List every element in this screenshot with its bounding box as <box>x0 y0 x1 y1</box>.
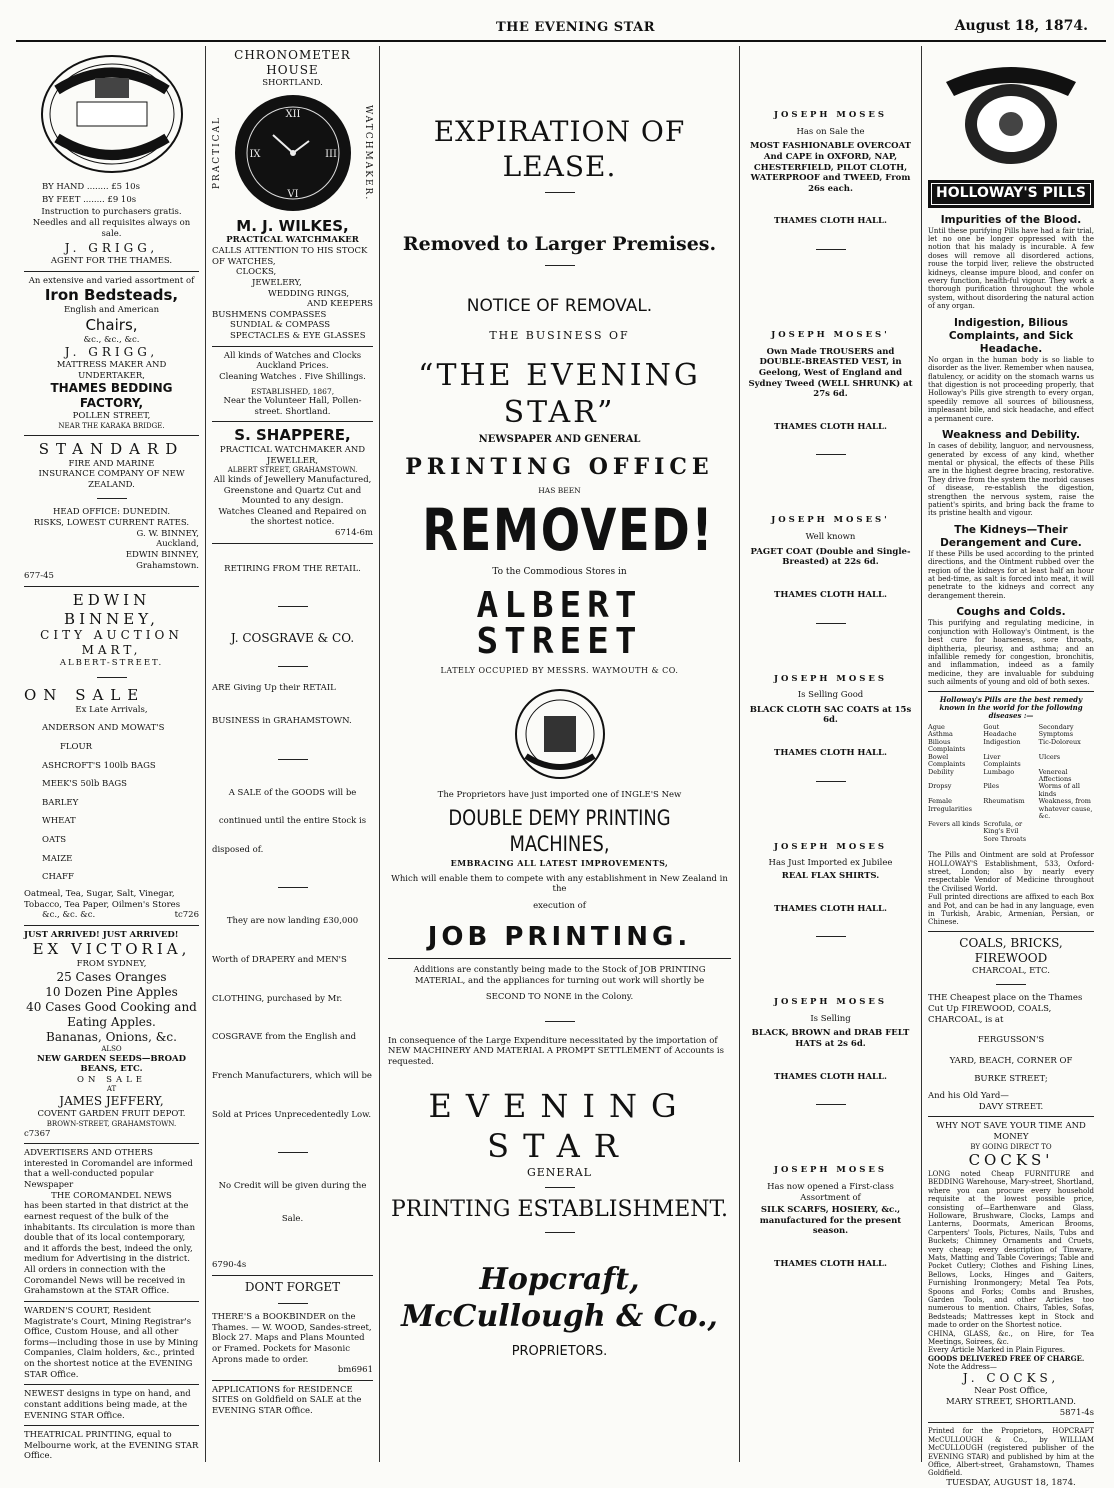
sundial: SUNDIAL & COMPASS <box>230 320 331 331</box>
good-6: OATS <box>42 835 67 845</box>
calls-attention: CALLS ATTENTION TO HIS STOCK OF WATCHES, <box>212 246 368 267</box>
cleaning-watches: Cleaning Watches . Five Shillings. <box>219 371 366 382</box>
ex-late-arrivals: Ex Late Arrivals, <box>75 704 148 715</box>
price-hand: BY HAND ........ £5 10s <box>42 182 140 192</box>
dont-forget: DONT FORGET <box>244 1280 341 1294</box>
etc-line: &c., &c., &c. <box>83 334 140 345</box>
j-cocks: J. COCKS, <box>962 1371 1060 1386</box>
albert-street-title: ALBERT STREET <box>476 585 643 663</box>
applications-text: APPLICATIONS for RESIDENCE SITES on Goldfield on SALE at the EVENING STAR Office. <box>212 1384 362 1416</box>
agent-text: AGENT FOR THE THAMES. <box>50 256 173 267</box>
full-directions: Full printed directions are affixed to each Box and Pot, and can be had in any language, even in Turkish, Arabic, Armenian, Persian, or Chinese. <box>928 893 1094 927</box>
diseases-table <box>928 724 1094 844</box>
head-office: HEAD OFFICE: DUNEDIN. <box>52 507 171 518</box>
svg-text:III: III <box>324 148 337 160</box>
undertaker: UNDERTAKER, <box>78 370 145 381</box>
disease-item: Venereal Affections <box>1038 767 1072 783</box>
from-sydney: FROM SYDNEY, <box>76 959 147 970</box>
column-1 <box>18 46 206 1462</box>
grigg-name-2: J. GRIGG, <box>64 345 159 360</box>
repaired-text: Watches Cleaned and Repaired on the shortest notice. <box>218 506 367 528</box>
disease-item: Piles <box>983 782 1000 791</box>
chronometer-house: CHRONOMETER HOUSE <box>234 48 351 77</box>
standard-title: STANDARD <box>38 439 185 458</box>
ref-5: 6790-4s <box>212 1260 247 1271</box>
good-4: BARLEY <box>42 797 79 808</box>
no-credit: No Credit will be given during the <box>218 1181 367 1192</box>
shappere-street: ALBERT STREET, GRAHAMSTOWN. <box>227 466 358 475</box>
business-grahamstown: BUSINESS in GRAHAMSTOWN. <box>212 715 352 726</box>
masthead-title: THE EVENING STAR <box>496 20 656 35</box>
oatmeal-line: Oatmeal, Tea, Sugar, Salt, Vinegar, Tobacco, Tea Paper, Oilmen's Stores <box>24 888 181 910</box>
column-2 <box>206 46 380 1462</box>
fire-marine: FIRE AND MARINE <box>68 458 155 469</box>
english-american: English and American <box>63 305 160 316</box>
charcoal-etc: CHARCOAL, ETC. <box>972 965 1050 976</box>
disease-item: Gout <box>983 722 1000 731</box>
removed-title: REMOVED! <box>422 496 715 565</box>
has-been: HAS BEEN <box>538 485 581 495</box>
stock-keepers: AND KEEPERS <box>307 299 373 310</box>
disease-item: Worms of all kinds <box>1038 782 1080 798</box>
on-sale-title: ON SALE <box>24 685 146 704</box>
yard-beach: YARD, BEACH, CORNER OF <box>949 1055 1073 1066</box>
disease-item: Fevers all kinds <box>928 819 980 828</box>
near-volunteer: Near the Volunteer Hall, Pollen-street. Shortland. <box>223 395 362 417</box>
going-direct: BY GOING DIRECT TO <box>970 1142 1052 1151</box>
binney-edwin: EDWIN BINNEY, <box>125 549 199 560</box>
good-7: MAIZE <box>42 853 73 864</box>
shortland: SHORTLAND. <box>262 78 323 88</box>
theatrical-text: THEATRICAL PRINTING, equal to Melbourne work, at the EVENING STAR Office. <box>24 1430 199 1462</box>
sold-low: Sold at Prices Unprecedentedly Low. <box>212 1109 372 1120</box>
disease-item: Indigestion <box>983 737 1021 746</box>
printed-for: Printed for the Proprietors, HOPCRAFT McCULLOUGH & Co., by WILLIAM McCULLOUGH (registered publisher of the EVENING STAR) and published by him at the Office, Albert-street, Grahamstown, Thames Goldfield. <box>928 1427 1094 1478</box>
lately-occupied: LATELY OCCUPIED BY MESSRS. WAYMOUTH & CO. <box>440 666 679 676</box>
jewellery-text: All kinds of Jewellery Manufactured, Greenstone and Quartz Cut and Mounted to any design. <box>213 474 372 507</box>
davy-street: DAVY STREET. <box>978 1101 1044 1112</box>
good-0: ANDERSON AND MOWAT'S <box>42 723 165 734</box>
orders-text: All orders in connection with the Coromandel News will be received in Grahamstown at the STAR Office. <box>24 1265 186 1297</box>
h-weakness: Weakness and Debility. <box>942 429 1080 442</box>
price-feet: BY FEET ........ £9 10s <box>42 194 137 205</box>
business-of: THE BUSINESS OF <box>489 329 630 342</box>
p-indigestion: No organ in the human body is so liable to disorder as the liver. Remember when nausea, flatulency, or acidity on the stomach warns us that digestion is not proceeding properly, that Holloway's Pills give strength to every organ, speedily remove all sources of biliousness, impleasant bile, and sick headache, and effect a permanent cure. <box>928 355 1094 423</box>
consequence-text: In consequence of the Large Expenditure necessitated by the importation of NEW MACHINERY AND MATERIAL A PROMPT SETTLEMENT of Accounts is requested. <box>388 1035 724 1067</box>
removed-larger-premises: Removed to Larger Premises. <box>402 233 717 255</box>
grahamstown: Grahamstown. <box>136 560 199 571</box>
disease-item: Liver Complaints <box>983 752 1021 769</box>
cheapest-place: THE Cheapest place on the Thames Cut Up FIREWOOD, COALS, CHARCOAL, is at <box>928 993 1083 1025</box>
moses-ad-4: JOSEPH MOSES Is Selling Good BLACK CLOTH SAC COATS at 15s 6d. THAMES CLOTH HALL. <box>749 673 912 758</box>
grigg-name: J. GRIGG, <box>64 241 159 256</box>
printing-establishment: PRINTING ESTABLISHMENT. <box>391 1197 728 1223</box>
near-bridge: NEAR THE KARAKA BRIDGE. <box>58 422 165 430</box>
newspaper-general: NEWSPAPER AND GENERAL <box>478 433 641 445</box>
ref-7: 5871-4s <box>1059 1407 1094 1418</box>
hopcraft-mccullough: Hopcraft, McCullough & Co., <box>401 1261 718 1335</box>
h-impurities: Impurities of the Blood. <box>940 213 1082 226</box>
zealand: ZEALAND. <box>88 479 135 490</box>
brown-street: BROWN-STREET, GRAHAMSTOWN. <box>46 1119 177 1128</box>
additions-text: Additions are constantly being made to the Stock of JOB PRINTING MATERIAL, and the appliances for turning out work will shortly be <box>413 964 706 986</box>
edwin-binney: EDWIN BINNEY, <box>64 590 159 628</box>
general: GENERAL <box>526 1165 592 1179</box>
good-1: FLOUR <box>60 741 93 752</box>
good-8: CHAFF <box>42 872 74 883</box>
disposed: disposed of. <box>212 844 264 855</box>
risks: RISKS, LOWEST CURRENT RATES. <box>33 518 190 528</box>
double-demy: DOUBLE DEMY PRINTING MACHINES, <box>448 806 671 857</box>
watchmaker-vertical: WATCHMAKER. <box>363 104 373 201</box>
ref-number: 677-45 <box>24 571 54 582</box>
french-manufacturers: French Manufacturers, which will be <box>212 1070 372 1081</box>
shappere-name: S. SHAPPERE, <box>234 426 351 445</box>
disease-item: Bilious Complaints <box>928 737 966 754</box>
newest-text: NEWEST designs in type on hand, and constant additions being made, at the EVENING STAR Office. <box>24 1389 191 1421</box>
embracing: EMBRACING ALL LATEST IMPROVEMENTS, <box>450 857 669 868</box>
binney-gw: G. W. BINNEY, <box>136 528 199 539</box>
execution-of: execution of <box>533 900 586 911</box>
svg-text:XII: XII <box>284 108 301 120</box>
fergussons: FERGUSSON'S <box>977 1035 1045 1046</box>
mary-street: MARY STREET, SHORTLAND. <box>946 1397 1076 1408</box>
established: ESTABLISHED, 1867, <box>250 386 335 396</box>
on-sale-2: ON SALE <box>77 1074 146 1085</box>
disease-item <box>1039 836 1094 843</box>
auckland: Auckland, <box>156 539 199 550</box>
holloway-crest-icon <box>936 52 1086 172</box>
garden-seeds: NEW GARDEN SEEDS—BROAD BEANS, ETC. <box>37 1053 186 1075</box>
expiration-of-lease: EXPIRATION OF LEASE. <box>433 115 686 183</box>
clothing: CLOTHING, purchased by Mr. <box>212 993 343 1004</box>
oranges: 25 Cases Oranges <box>56 969 167 984</box>
all-kinds-watches: All kinds of Watches and Clocks Auckland Prices. <box>223 350 362 372</box>
coromandel-text: has been started in that district at the earnest request of the bulk of the inhabitants. Its circulation is more than double that of its local contemporary, and it affords the best, indeed the only, medium for Advertising in the district. <box>24 1201 196 1265</box>
covent-garden: COVENT GARDEN FRUIT DEPOT. <box>37 1109 186 1120</box>
every-article: Every Article Marked in Plain Figures. <box>928 1346 1065 1355</box>
stock-clocks: CLOCKS, <box>236 267 277 278</box>
job-printing: JOB PRINTING. <box>427 922 692 953</box>
notice-of-removal: NOTICE OF REMOVAL. <box>466 295 653 316</box>
p-weakness: In cases of debility, languor, and nervousness, generated by excess of any kind, whether mental or physical, the effects of these Pills are in the highest degree bracing, restorative. They drive from the system the morbid causes of disease, re-establish the digestion, strengthen the nervous system, raise the patient's spirits, and bring back the frame to its pristine health and vigour. <box>928 442 1094 518</box>
p-impurities: Until these purifying Pills have had a fair trial, let no one be longer oppressed with the notion that his malady is incurable. A few doses will remove all disordered actions, rouse the torpid liver, relieve the obstructed kidneys, cleanse impure blood, and confer on every function, health-ful vigour. They work a thorough purification throughout the whole system, without disordering the natural action of any organ. <box>928 226 1094 311</box>
disease-item: Secondary <box>1038 722 1074 731</box>
disease-item: Ague <box>928 722 945 731</box>
landing: They are now landing £30,000 <box>226 916 359 927</box>
evening-star-seal-icon <box>512 686 608 782</box>
continued: continued until the entire Stock is <box>218 816 367 827</box>
evening-star-title: “THE EVENING STAR” <box>418 357 701 431</box>
column-3 <box>380 46 740 1462</box>
h-coughs: Coughs and Colds. <box>956 606 1066 619</box>
disease-item: Asthma <box>928 730 953 739</box>
instruction-text: Instruction to purchasers gratis. Needles and all requisites always on sale. <box>32 207 191 239</box>
column-5 <box>922 46 1100 1488</box>
h-kidneys: The Kidneys—Their Derangement and Cure. <box>940 523 1082 549</box>
moses-ad-3: JOSEPH MOSES' Well known PAGET COAT (Double and Single-Breasted) at 22s 6d. THAMES CLOTH HALL. <box>750 515 911 600</box>
warden-text: WARDEN'S COURT, Resident Magistrate's Court, Mining Registrar's Office, Custom House, and all other forms—including those in use by Mining Companies, Claim holders, &c., printed on the shortest notice at the EVENING STAR Office. <box>24 1305 199 1380</box>
moses-ad-6: JOSEPH MOSES Is Selling BLACK, BROWN and DRAB FELT HATS at 2s 6d. THAMES CLOTH HALL. <box>751 997 910 1082</box>
column-4 <box>740 46 922 1462</box>
advertisers-text: ADVERTISERS AND OTHERS interested in Coromandel are informed that a well-conducted popular Newspaper <box>24 1148 193 1190</box>
which-enable: Which will enable them to compete with any establishment in New Zealand in the <box>391 873 728 895</box>
coals-title: COALS, BRICKS, FIREWOOD <box>959 935 1063 965</box>
evening-star-big: EVENING STAR <box>428 1086 691 1165</box>
sale-goods: A SALE of the GOODS will be <box>228 787 357 798</box>
insurance-co: INSURANCE COMPANY OF NEW <box>38 469 185 480</box>
old-yard: And his Old Yard— <box>928 1091 1009 1102</box>
proprietors: PROPRIETORS. <box>511 1343 608 1359</box>
moses-ad-7: JOSEPH MOSES Has now opened a First-class Assortment of SILK SCARFS, HOSIERY, &c., manufactured for the present season. THAMES CLOTH HALL. <box>759 1165 902 1269</box>
moses-ad-1: JOSEPH MOSES Has on Sale the MOST FASHIONABLE OVERCOAT And CAPE in OXFORD, NAP, CHESTERFIELD, PILOT CLOTH, WATERPROOF and TWEED, From 26s each. THAMES CLOTH HALL. <box>750 110 911 227</box>
cosgrave-name: J. COSGRAVE & CO. <box>230 631 355 646</box>
china-glass: CHINA, GLASS, &c., on Hire, for Tea Meetings, Soirees, &c. <box>928 1329 1094 1346</box>
just-arrived: JUST ARRIVED! JUST ARRIVED! <box>24 929 179 940</box>
sewing-machine-emblem <box>24 48 199 180</box>
disease-item: Scrofula, or King's Evil <box>983 819 1023 836</box>
h-indigestion: Indigestion, Bilious Complaints, and Sick Headache. <box>948 316 1074 355</box>
remedy-text: Holloway's Pills are the best remedy known in the world for the following diseases :— <box>939 694 1083 721</box>
proprietors-imported: The Proprietors have just imported one of INGLE'S New <box>437 790 682 801</box>
stock-jewelery: JEWELERY, <box>252 277 302 288</box>
bushmens-compasses: BUSHMENS COMPASSES <box>212 309 327 320</box>
note-address: Note the Address— <box>928 1363 997 1372</box>
disease-item <box>1039 821 1094 836</box>
sold-text: The Pills and Ointment are sold at Professor HOLLOWAY'S Establishment, 533, Oxford-street, London; also by nearly every respectable Vendor of Medicine throughout the Civilised World. <box>928 851 1094 893</box>
giving-up: ARE Giving Up their RETAIL <box>212 683 336 694</box>
practical-vertical: PRACTICAL <box>212 116 222 190</box>
disease-item: Debility <box>928 767 954 776</box>
disease-item: Female Irregularities <box>928 797 972 813</box>
wilkes-name: M. J. WILKES, <box>236 216 349 235</box>
moses-ad-5: JOSEPH MOSES Has Just Imported ex Jubilee REAL FLAX SHIRTS. THAMES CLOTH HALL. <box>768 841 893 914</box>
at: AT <box>106 1085 117 1094</box>
masthead-date: August 18, 1874. <box>954 18 1088 34</box>
thames-bedding-factory: THAMES BEDDING FACTORY, <box>50 381 173 411</box>
worth-drapery: Worth of DRAPERY and MEN'S <box>212 955 347 965</box>
svg-text:IX: IX <box>248 148 261 160</box>
practical-watchmaker: PRACTICAL WATCHMAKER <box>226 235 359 246</box>
sale-word: Sale. <box>281 1213 304 1224</box>
pine-apples: 10 Dozen Pine Apples <box>45 984 178 999</box>
burke-street: BURKE STREET; <box>974 1074 1048 1085</box>
mattress-maker: MATTRESS MAKER AND <box>56 360 167 371</box>
p-kidneys: If these Pills be used according to the printed directions, and the Ointment rubbed over the region of the kidneys for at least half an hour at bed-time, as salt is forced into meat, it will penetrate to the kidneys and correct any derangement therein. <box>928 549 1094 600</box>
albert-street: ALBERT-STREET. <box>59 658 164 669</box>
cosgrave-english: COSGRAVE from the English and <box>212 1032 357 1043</box>
bookbinder-text: THERE'S a BOOKBINDER on the Thames. — W. WOOD, Sandes-street, Block 27. Maps and Plans Mounted or Framed. Pockets for Masonic Aprons made to order. <box>212 1312 372 1365</box>
disease-item: Bowel Complaints <box>928 752 966 769</box>
masthead <box>16 16 1106 42</box>
disease-item: Lumbago <box>983 767 1015 776</box>
spectacles: SPECTACLES & EYE GLASSES <box>230 331 366 341</box>
city-auction-mart: CITY AUCTION MART, <box>40 628 183 658</box>
disease-item: Sore Throats <box>983 834 1027 843</box>
moses-ad-2: JOSEPH MOSES' Own Made TROUSERS and DOUBLE-BREASTED VEST, in Geelong, West of England and Sydney Tweed (WELL SHRUNK) at 27s 6d. THAMES CLOTH HALL. <box>748 330 913 432</box>
etc-2: &c., &c. &c. <box>42 910 96 921</box>
svg-text:VI: VI <box>286 188 299 200</box>
disease-item <box>928 836 983 843</box>
shappere-pw: PRACTICAL WATCHMAKER AND JEWELLER, <box>219 444 366 466</box>
cooking-apples: 40 Cases Good Cooking and Eating Apples. <box>26 999 197 1029</box>
iron-bedsteads: Iron Bedsteads, <box>44 286 179 305</box>
clock-icon <box>233 93 353 213</box>
to-the-stores: To the Commodious Stores in <box>492 567 627 578</box>
near-post-office: Near Post Office, <box>974 1386 1048 1397</box>
ref-2: tc726 <box>174 910 199 921</box>
good-3: MEEK'S 50lb BAGS <box>42 779 127 790</box>
tuesday-date: TUESDAY, AUGUST 18, 1874. <box>946 1477 1076 1488</box>
cocks-title: COCKS' <box>968 1151 1054 1170</box>
disease-item: Tic-Doloreux <box>1038 737 1081 746</box>
second-to-none: SECOND TO NONE in the Colony. <box>485 992 634 1003</box>
disease-item: Dropsy <box>928 782 952 791</box>
james-jeffery: JAMES JEFFERY, <box>59 1094 164 1109</box>
p-coughs: This purifying and regulating medicine, in conjunction with Holloway's Ointment, is the best cure for hoarseness, sore throats, diphtheria, pleurisy, and asthma; and an infallible remedy for congestion, bronchitis, and inflammation, indeed as a family medicine, they are invaluable for subduing such ailments of young and old of both sexes. <box>928 619 1094 687</box>
retiring: RETIRING FROM THE RETAIL. <box>224 563 361 574</box>
ref-3: c7367 <box>24 1128 51 1139</box>
goods-delivered: GOODS DELIVERED FREE OF CHARGE. <box>928 1353 1085 1363</box>
ex-victoria: EX VICTORIA, <box>32 940 191 959</box>
good-2: ASHCROFT'S 100lb BAGS <box>42 760 156 771</box>
ref-4: 6714-6m <box>335 528 373 538</box>
coromandel-news: THE COROMANDEL NEWS <box>51 1190 172 1201</box>
why-not-save: WHY NOT SAVE YOUR TIME AND MONEY <box>936 1121 1086 1142</box>
disease-item: Headache <box>983 730 1017 739</box>
assortment-text: An extensive and varied assortment of <box>28 275 195 286</box>
printing-office: PRINTING OFFICE <box>405 454 714 481</box>
sewing-machine-logo-icon <box>37 50 187 178</box>
disease-item: Ulcers <box>1038 752 1061 761</box>
ref-6: bm6961 <box>337 1365 373 1376</box>
disease-item: Weakness, from whatever cause, &c. <box>1038 797 1093 821</box>
disease-item: Symptoms <box>1038 730 1074 739</box>
pollen-street: POLLEN STREET, <box>72 411 151 422</box>
holloway-emblem <box>928 48 1094 176</box>
holloways-pills-banner: HOLLOWAY'S PILLS <box>928 180 1094 208</box>
good-5: WHEAT <box>42 816 76 827</box>
bananas: Bananas, Onions, &c. <box>46 1029 177 1044</box>
chairs-title: Chairs, <box>85 315 138 334</box>
also: ALSO <box>101 1044 122 1053</box>
long-noted: LONG noted Cheap FURNITURE and BEDDING Warehouse, Mary-street, Shortland, where you can procure every household requisite at the lowest possible price, consisting of—Earthenware and Glass, Holloware, Brushware, Clocks, Lamps and Lanterns, Doormats, American Brooms, Carpenters' Tools, Pictures, Nails, Tubs and Buckets; Chimney Ornaments and Cruets, very cheap; every description of Tinware, Mats, Matting and Table Coverings; Table and Pocket Cutlery; Clothes and Fishing Lines, Bellows, Locks, Hinges and Gaiters, Furnishing Ironmongery; Metal Tea Pots, Spoons and Forks; Combs and Brushes, Garden Tools, and other Articles too numerous to mention. Chairs, Tables, Sofas, Bedsteads; Mattresses kept in Stock and made to order on the Shortest notice. <box>928 1170 1094 1330</box>
stock-rings: WEDDING RINGS, <box>268 288 350 299</box>
disease-item: Rheumatism <box>983 797 1025 806</box>
